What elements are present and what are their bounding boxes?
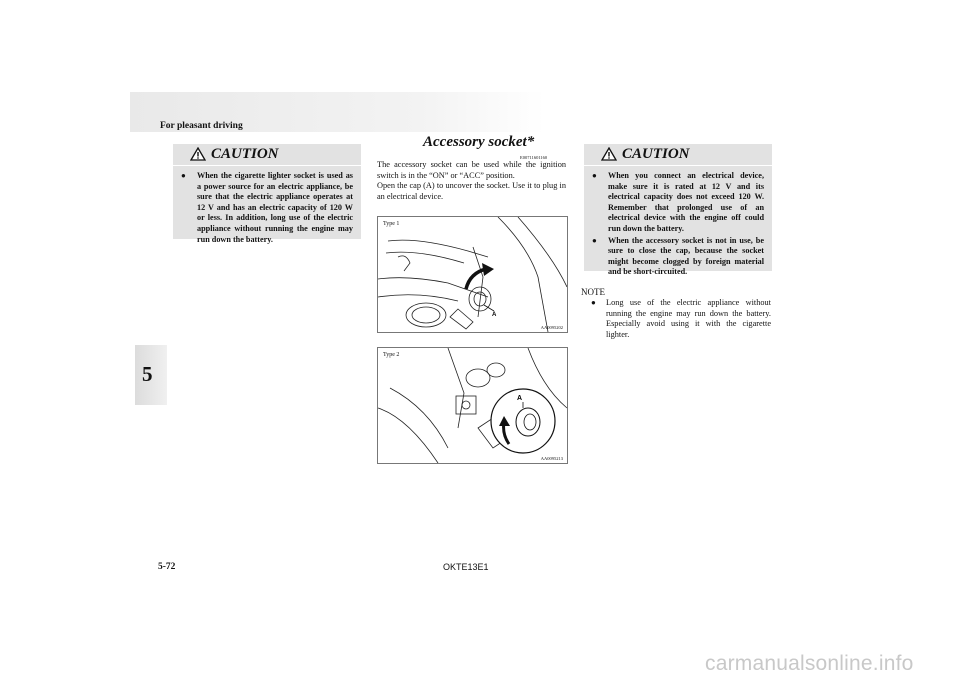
figure-type2 <box>377 347 568 464</box>
bullet-icon: ● <box>592 171 597 180</box>
section-title: For pleasant driving <box>160 121 243 131</box>
page-number: 5-72 <box>158 562 176 572</box>
accessory-socket-heading: Accessory socket* <box>423 134 535 150</box>
bullet-icon: ● <box>181 171 186 180</box>
accessory-code: E00711601160 <box>520 155 548 160</box>
note-item-text: Long use of the electric appliance without running the engine may run down the battery. Especially avoid using it with the cigarette lighter. <box>606 298 771 339</box>
figure-marker: A <box>517 395 523 402</box>
caution-item-text: When the cigarette lighter socket is used as a power source for an electric appliance, be sure that the electric appliance operates at 12 V and has an electric capacity of 120 W or less. In addition, long use of the electric appliance without running the engine may run down the battery. <box>197 171 353 244</box>
caution-header <box>584 144 772 166</box>
caution-item-text: When you connect an electrical device, make sure it is rated at 12 V and its electrical capacity does not exceed 120 W. Remember that prolonged use of an electrical device with the engine off could run down the battery. <box>608 171 764 233</box>
bullet-icon: ● <box>591 298 596 307</box>
bullet-icon: ● <box>592 235 597 245</box>
caution-box-right <box>584 144 772 277</box>
figure-code: AA0095202 <box>540 325 563 330</box>
accessory-paragraph: Open the cap (A) to uncover the socket. Use it to plug in an electrical device. <box>377 181 566 201</box>
caution-item <box>592 171 764 235</box>
caution-title: CAUTION <box>622 146 690 162</box>
document-code: OKTE13E1 <box>443 562 489 572</box>
chapter-number: 5 <box>142 362 153 386</box>
figure-type1 <box>377 216 568 333</box>
caution-header <box>173 144 361 166</box>
caution-item <box>592 236 764 278</box>
warning-triangle-icon <box>190 147 206 161</box>
warning-triangle-icon <box>601 147 617 161</box>
accessory-socket-illustration-type1 <box>378 217 567 332</box>
accessory-paragraph: The accessory socket can be used while the ignition switch is in the “ON” or “ACC” position. <box>377 160 566 180</box>
caution-box-left <box>173 144 361 244</box>
note-item <box>591 298 771 340</box>
figure-label: Type 1 <box>383 221 400 227</box>
caution-item-text: When the accessory socket is not in use, be sure to close the cap, because the socket might become clogged by foreign material and be short-circuited. <box>608 235 764 277</box>
figure-code: AA0095213 <box>540 456 563 461</box>
note-label: NOTE <box>581 287 605 297</box>
caution-title: CAUTION <box>211 146 279 162</box>
accessory-socket-illustration-type2 <box>378 348 567 463</box>
watermark: carmanualsonline.info <box>705 652 914 675</box>
caution-item <box>181 171 353 245</box>
accessory-body <box>377 160 566 202</box>
figure-label: Type 2 <box>383 352 400 358</box>
figure-marker: A <box>492 312 497 318</box>
